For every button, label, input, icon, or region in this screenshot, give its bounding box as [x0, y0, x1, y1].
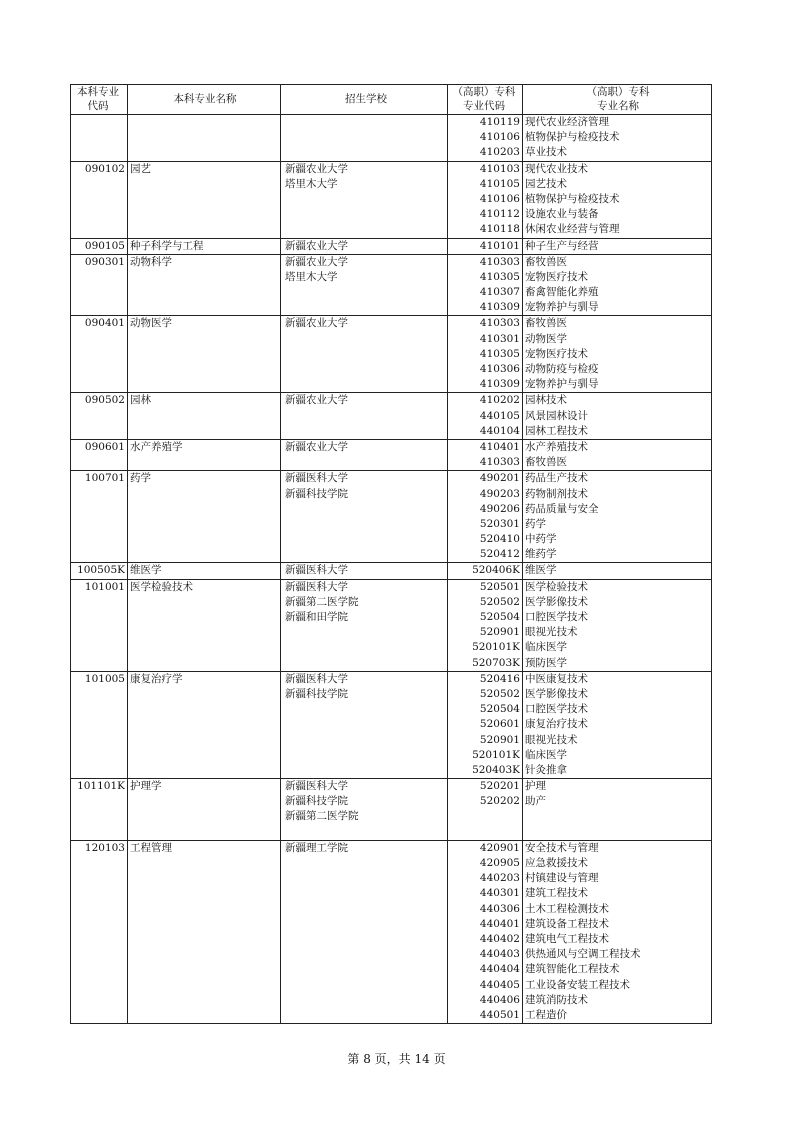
vocational-code: 520416: [479, 672, 520, 685]
vocational-name: 护理: [525, 780, 546, 793]
vocational-name-cell: [523, 393, 712, 440]
vocational-name-cell: [523, 439, 712, 470]
vocational-code: 520412: [479, 548, 520, 561]
undergrad-name-cell: [128, 161, 281, 238]
vocational-name: 安全技术与管理: [525, 841, 599, 854]
vocational-name: 中药学: [525, 533, 557, 546]
school-cell: [281, 579, 448, 671]
table-row: [71, 115, 712, 162]
undergrad-name: 康复治疗学: [130, 672, 183, 685]
spacer: [71, 640, 125, 655]
vocational-code: 410305: [479, 270, 520, 283]
vocational-code-cell: [448, 161, 523, 238]
undergrad-name-cell: [128, 254, 281, 316]
vocational-name-cell: [523, 779, 712, 841]
undergrad-code: 090401: [84, 317, 125, 330]
vocational-name: 畜禽智能化养殖: [525, 286, 599, 299]
vocational-name: 现代农业技术: [525, 162, 588, 175]
undergrad-code-cell: [71, 563, 128, 579]
major-mapping-table: [70, 84, 712, 1024]
undergrad-code: 120103: [84, 841, 125, 854]
table-row: [71, 238, 712, 254]
school-name: 新疆医科大学: [285, 780, 348, 793]
table-row: [71, 161, 712, 238]
school-name: 新疆医科大学: [285, 580, 348, 593]
undergrad-name: 工程管理: [130, 841, 172, 854]
undergrad-name-cell: [128, 471, 281, 563]
spacer: [71, 856, 125, 871]
vocational-code: 410112: [479, 208, 520, 221]
spacer: [71, 993, 125, 1008]
vocational-code-cell: [448, 254, 523, 316]
vocational-name-cell: [523, 316, 712, 393]
school-name: 新疆理工学院: [285, 841, 348, 854]
vocational-name: 临床医学: [525, 641, 567, 654]
table-row: [71, 439, 712, 470]
undergrad-code-cell: [71, 579, 128, 671]
vocational-code-cell: [448, 671, 523, 778]
spacer: [71, 917, 125, 932]
vocational-code: 440501: [479, 1008, 520, 1021]
vocational-name: 休闲农业经营与管理: [525, 223, 620, 236]
vocational-name: 眼视光技术: [525, 626, 578, 639]
vocational-name: 园艺技术: [525, 177, 567, 190]
vocational-code: 410305: [479, 347, 520, 360]
table-row: [71, 779, 712, 841]
vocational-code: 410309: [479, 301, 520, 314]
vocational-name: 园林工程技术: [525, 424, 588, 437]
undergrad-name-cell: [128, 840, 281, 1023]
table-row: [71, 316, 712, 393]
vocational-name: 建筑工程技术: [525, 887, 588, 900]
school-name: 新疆农业大学: [285, 440, 348, 453]
spacer: [71, 347, 125, 362]
school-cell: [281, 563, 448, 579]
spacer: [71, 285, 125, 300]
vocational-code: 410119: [479, 116, 520, 128]
vocational-code: 410303: [479, 317, 520, 330]
vocational-name-cell: [523, 161, 712, 238]
spacer: [71, 825, 125, 840]
school-name: 新疆医科大学: [285, 672, 348, 685]
spacer: [71, 748, 125, 763]
vocational-name: 工业设备安装工程技术: [525, 978, 630, 991]
vocational-code-cell: [448, 316, 523, 393]
vocational-code: 490203: [479, 487, 520, 500]
vocational-name: 园林技术: [525, 394, 567, 407]
spacer: [71, 871, 125, 886]
vocational-name-cell: [523, 115, 712, 162]
vocational-code: 410306: [479, 363, 520, 375]
school-name: 新疆科技学院: [285, 795, 348, 808]
spacer: [71, 1008, 125, 1023]
undergrad-code: 100701: [84, 472, 125, 485]
table-row: [71, 471, 712, 563]
vocational-code-cell: [448, 579, 523, 671]
header-undergrad-code: 本科专业 代码: [71, 85, 128, 115]
spacer: [71, 424, 125, 439]
spacer: [71, 177, 125, 192]
school-name: 新疆和田学院: [285, 611, 348, 623]
vocational-code: 520202: [479, 795, 520, 808]
vocational-code-cell: [448, 471, 523, 563]
vocational-name: 医学检验技术: [525, 580, 588, 593]
spacer: [71, 192, 125, 207]
vocational-name: 维医学: [525, 564, 557, 577]
vocational-code: 410303: [479, 255, 520, 268]
school-cell: [281, 316, 448, 393]
vocational-name: 种子生产与经营: [525, 239, 599, 252]
undergrad-name: [130, 115, 280, 130]
undergrad-code: 090502: [84, 394, 125, 407]
vocational-code: 410203: [479, 146, 520, 159]
vocational-code: 490201: [479, 472, 520, 485]
vocational-code: 490206: [479, 502, 520, 515]
vocational-code-cell: [448, 393, 523, 440]
vocational-code: 520101K: [472, 748, 520, 761]
spacer: [71, 270, 125, 285]
vocational-code: 520201: [479, 780, 520, 793]
vocational-code: 410202: [479, 394, 520, 407]
undergrad-code-cell: [71, 115, 128, 162]
spacer: [71, 794, 125, 809]
undergrad-name: 药学: [130, 472, 151, 485]
vocational-code: 520410: [479, 533, 520, 546]
spacer: [71, 947, 125, 962]
vocational-name: 动物防疫与检疫: [525, 363, 599, 375]
vocational-code: 520406K: [472, 564, 520, 577]
spacer: [71, 702, 125, 717]
vocational-code: 440203: [479, 872, 520, 885]
vocational-code: 420905: [479, 857, 520, 869]
school-name: 新疆第二医学院: [285, 810, 359, 823]
vocational-code: 410106: [479, 131, 520, 144]
school-name: 塔里木大学: [285, 270, 338, 283]
vocational-name: 建筑智能化工程技术: [525, 963, 620, 976]
vocational-code: 410103: [479, 162, 520, 175]
vocational-name: 药学: [525, 517, 546, 530]
undergrad-name: 护理学: [130, 780, 162, 793]
page-footer: 第 8 页，共 14 页: [347, 1052, 446, 1066]
spacer: [71, 547, 125, 562]
undergrad-code: [71, 115, 125, 130]
spacer: [71, 809, 125, 824]
undergrad-code-cell: [71, 254, 128, 316]
undergrad-name: 水产养殖学: [130, 440, 183, 453]
table-row: [71, 254, 712, 316]
vocational-name: 供热通风与空调工程技术: [525, 948, 641, 961]
school-name: 塔里木大学: [285, 177, 338, 190]
undergrad-name-cell: [128, 439, 281, 470]
vocational-name: 医学影像技术: [525, 687, 588, 700]
vocational-code-cell: [448, 779, 523, 841]
undergrad-code-cell: [71, 316, 128, 393]
undergrad-name: 维医学: [130, 564, 162, 577]
undergrad-code-cell: [71, 439, 128, 470]
vocational-code: 440301: [479, 887, 520, 900]
vocational-name: 水产养殖技术: [525, 440, 588, 453]
vocational-code: 520101K: [472, 641, 520, 654]
vocational-name: [525, 825, 711, 840]
spacer: [71, 532, 125, 547]
undergrad-name: 种子科学与工程: [130, 239, 204, 252]
vocational-name-cell: [523, 254, 712, 316]
undergrad-code: 100505K: [77, 564, 125, 577]
school-cell: [281, 840, 448, 1023]
school-cell: [281, 471, 448, 563]
undergrad-code-cell: [71, 840, 128, 1023]
undergrad-code-cell: [71, 779, 128, 841]
undergrad-name: 园艺: [130, 162, 151, 175]
undergrad-name-cell: [128, 563, 281, 579]
school-cell: [281, 671, 448, 778]
vocational-name: 药物制剂技术: [525, 487, 588, 500]
vocational-code: 410309: [479, 378, 520, 391]
undergrad-name-cell: [128, 393, 281, 440]
undergrad-name-cell: [128, 115, 281, 162]
vocational-code: 520502: [479, 687, 520, 700]
table-row: [71, 840, 712, 1023]
vocational-name: 工程造价: [525, 1008, 567, 1021]
vocational-name-cell: [523, 471, 712, 563]
school-name: 新疆科技学院: [285, 487, 348, 500]
vocational-code: 520901: [479, 733, 520, 746]
vocational-name-cell: [523, 563, 712, 579]
spacer: [71, 717, 125, 732]
spacer: [71, 409, 125, 424]
vocational-name-cell: [523, 238, 712, 254]
vocational-code: 520501: [479, 580, 520, 593]
vocational-name: 风景园林设计: [525, 409, 588, 422]
vocational-name: 药品生产技术: [525, 472, 588, 485]
vocational-code: 520901: [479, 626, 520, 639]
spacer: [71, 733, 125, 748]
vocational-name: 药品质量与安全: [525, 502, 599, 515]
table-row: [71, 563, 712, 579]
vocational-name: 建筑消防技术: [525, 993, 588, 1006]
vocational-name: 康复治疗技术: [525, 718, 588, 731]
vocational-code: 440104: [479, 424, 520, 437]
school-cell: [281, 439, 448, 470]
vocational-name: 畜牧兽医: [525, 456, 567, 469]
spacer: [71, 300, 125, 315]
vocational-name: 畜牧兽医: [525, 317, 567, 330]
spacer: [71, 130, 125, 145]
undergrad-code: 101001: [84, 580, 125, 593]
school-name: 新疆农业大学: [285, 255, 348, 268]
vocational-name: 宠物养护与驯导: [525, 378, 599, 391]
school-cell: [281, 161, 448, 238]
vocational-code: 520601: [479, 718, 520, 731]
spacer: [71, 932, 125, 947]
header-undergrad-name: 本科专业名称: [128, 85, 281, 115]
undergrad-name: 动物科学: [130, 255, 172, 268]
vocational-name: 建筑电气工程技术: [525, 932, 609, 945]
vocational-code: 410106: [479, 192, 520, 205]
spacer: [71, 332, 125, 347]
school-name: 新疆农业大学: [285, 317, 348, 330]
spacer: [71, 487, 125, 502]
vocational-code: 440306: [479, 902, 520, 915]
vocational-code: [448, 809, 520, 824]
spacer: [71, 145, 125, 160]
undergrad-name: 医学检验技术: [130, 580, 193, 593]
vocational-code: 410105: [479, 177, 520, 190]
vocational-name: [525, 809, 711, 824]
vocational-name: 建筑设备工程技术: [525, 917, 609, 930]
vocational-name: 针灸推拿: [525, 763, 567, 776]
vocational-code: 520502: [479, 595, 520, 608]
spacer: [71, 207, 125, 222]
school-name: 新疆科技学院: [285, 687, 348, 700]
vocational-code: 440404: [479, 963, 520, 976]
spacer: [71, 377, 125, 392]
vocational-code-cell: [448, 563, 523, 579]
vocational-code: 440105: [479, 409, 520, 422]
undergrad-name: 动物医学: [130, 317, 172, 330]
vocational-name: 村镇建设与管理: [525, 872, 599, 885]
undergrad-code-cell: [71, 238, 128, 254]
spacer: [71, 962, 125, 977]
vocational-code: 420901: [479, 841, 520, 854]
vocational-name-cell: [523, 579, 712, 671]
vocational-name: 预防医学: [525, 656, 567, 669]
vocational-code: 520301: [479, 517, 520, 530]
table-row: [71, 671, 712, 778]
vocational-name: 维药学: [525, 548, 557, 561]
undergrad-code: 101101K: [77, 780, 125, 793]
school-cell: [281, 779, 448, 841]
vocational-name: 现代农业经济管理: [525, 116, 609, 128]
school-cell: [281, 115, 448, 162]
spacer: [71, 886, 125, 901]
spacer: [71, 625, 125, 640]
undergrad-code: 101005: [84, 672, 125, 685]
vocational-name: 草业技术: [525, 146, 567, 159]
vocational-code: 440403: [479, 948, 520, 961]
vocational-name: 医学影像技术: [525, 595, 588, 608]
undergrad-name-cell: [128, 671, 281, 778]
header-vocational-code: （高职）专科 专业代码: [448, 85, 523, 115]
vocational-code: 520403K: [472, 763, 520, 776]
table-row: [71, 393, 712, 440]
vocational-name: 应急救援技术: [525, 857, 588, 869]
vocational-name-cell: [523, 840, 712, 1023]
school-cell: [281, 393, 448, 440]
undergrad-code-cell: [71, 671, 128, 778]
vocational-code: 520504: [479, 611, 520, 623]
vocational-name: 宠物养护与驯导: [525, 301, 599, 314]
vocational-code: [448, 825, 520, 840]
undergrad-code-cell: [71, 393, 128, 440]
vocational-name: 助产: [525, 795, 546, 808]
table-header-row: [71, 85, 712, 115]
vocational-code: 520504: [479, 703, 520, 716]
vocational-code: 440401: [479, 917, 520, 930]
vocational-name: 中医康复技术: [525, 672, 588, 685]
vocational-code-cell: [448, 115, 523, 162]
school-name: 新疆医科大学: [285, 472, 348, 485]
table-row: [71, 579, 712, 671]
vocational-code: 440405: [479, 978, 520, 991]
spacer: [71, 978, 125, 993]
undergrad-name-cell: [128, 316, 281, 393]
undergrad-code: 090105: [84, 239, 125, 252]
vocational-code: 410118: [479, 223, 520, 236]
spacer: [71, 517, 125, 532]
school-cell: [281, 238, 448, 254]
undergrad-name-cell: [128, 579, 281, 671]
vocational-code: 440406: [479, 993, 520, 1006]
header-vocational-name: （高职）专科 专业名称: [523, 85, 712, 115]
vocational-name: 畜牧兽医: [525, 255, 567, 268]
school-name: 新疆农业大学: [285, 394, 348, 407]
vocational-code: 410307: [479, 286, 520, 299]
undergrad-name-cell: [128, 238, 281, 254]
vocational-code-cell: [448, 840, 523, 1023]
spacer: [71, 595, 125, 610]
undergrad-name-cell: [128, 779, 281, 841]
school-cell: [281, 254, 448, 316]
school-name: 新疆农业大学: [285, 162, 348, 175]
spacer: [71, 687, 125, 702]
table-body: [71, 115, 712, 1024]
spacer: [71, 502, 125, 517]
vocational-name: 宠物医疗技术: [525, 270, 588, 283]
vocational-code-cell: [448, 439, 523, 470]
spacer: [71, 763, 125, 778]
school-name: 新疆医科大学: [285, 564, 348, 577]
spacer: [71, 902, 125, 917]
spacer: [71, 610, 125, 625]
school-name: 新疆第二医学院: [285, 595, 359, 608]
spacer: [71, 362, 125, 377]
spacer: [71, 455, 125, 470]
spacer: [71, 656, 125, 671]
vocational-name: 口腔医学技术: [525, 703, 588, 716]
vocational-name: 宠物医疗技术: [525, 347, 588, 360]
undergrad-code: 090601: [84, 440, 125, 453]
undergrad-code: 090301: [84, 255, 125, 268]
vocational-code: 410303: [479, 456, 520, 469]
vocational-code: 440402: [479, 932, 520, 945]
vocational-name: 植物保护与检疫技术: [525, 131, 620, 144]
undergrad-code: 090102: [84, 162, 125, 175]
header-school: 招生学校: [281, 85, 448, 115]
vocational-name: 植物保护与检疫技术: [525, 192, 620, 205]
vocational-code-cell: [448, 238, 523, 254]
spacer: [71, 222, 125, 237]
undergrad-code-cell: [71, 161, 128, 238]
vocational-name: 动物医学: [525, 332, 567, 345]
vocational-name: 临床医学: [525, 748, 567, 761]
vocational-name-cell: [523, 671, 712, 778]
vocational-code: 410101: [479, 239, 520, 252]
school-name: 新疆农业大学: [285, 239, 348, 252]
vocational-name: 土木工程检测技术: [525, 902, 609, 915]
vocational-name: 口腔医学技术: [525, 611, 588, 623]
vocational-code: 410301: [479, 332, 520, 345]
vocational-name: 设施农业与装备: [525, 208, 599, 221]
vocational-code: 520703K: [472, 656, 520, 669]
undergrad-name: 园林: [130, 394, 151, 407]
vocational-name: 眼视光技术: [525, 733, 578, 746]
vocational-code: 410401: [479, 440, 520, 453]
undergrad-code-cell: [71, 471, 128, 563]
